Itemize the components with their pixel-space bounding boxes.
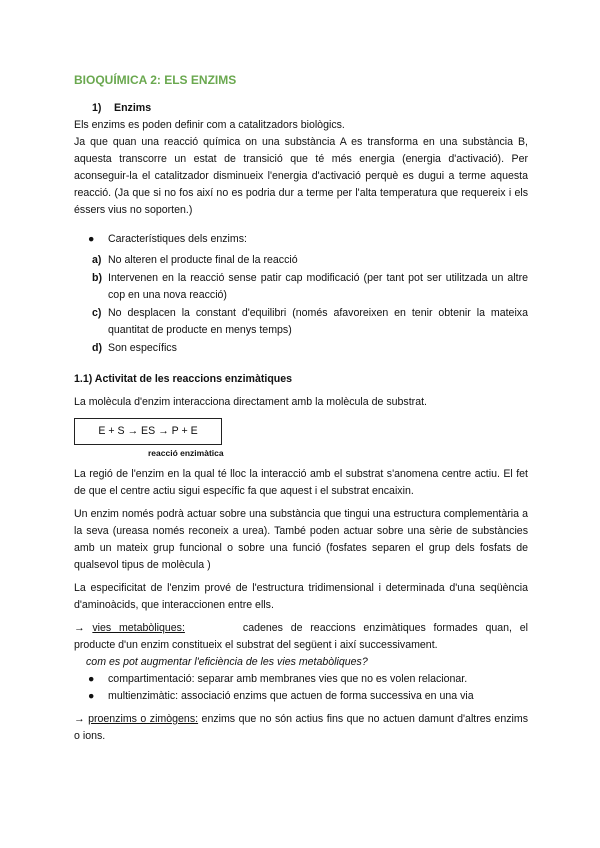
list-letter: d) xyxy=(92,342,102,354)
equation-caption: reacció enzimàtica xyxy=(148,448,224,458)
characteristics-items xyxy=(74,252,528,357)
list-letter: b) xyxy=(92,272,102,284)
section-number: 1) xyxy=(92,102,102,114)
list-item xyxy=(74,305,528,339)
list-item xyxy=(74,252,528,269)
list-item xyxy=(74,270,528,304)
intro-definition: Els enzims es poden definir com a catalitzadors biològics. xyxy=(74,119,345,131)
list-letter: c) xyxy=(92,307,102,319)
list-text: Intervenen en la reacció sense patir cap modificació (per tant pot ser utilitzada un altre cop en una nova reacció) xyxy=(108,272,528,301)
metabolic-paragraph xyxy=(74,620,528,654)
metabolic-term: vies metabòliques: xyxy=(92,622,185,634)
metabolic-list xyxy=(74,671,528,705)
bullet-icon: ● xyxy=(88,673,95,685)
specific-paragraph: Un enzim només podrà actuar sobre una substància que tingui una estructura complementària a la seva (ureasa només reconeix a urea). També poden actuar sobre una sèrie de substàncies amb un mateix grup funcional o sobre una funció (fosfates separen el grup dels fosfats de qualsevol tipus de molècula ) xyxy=(74,508,528,571)
section-heading-enzims xyxy=(92,100,528,117)
proenzyme-paragraph xyxy=(74,711,528,745)
molecule-text: La molècula d'enzim interacciona directament amb la molècula de substrat. xyxy=(74,396,427,408)
metabolic-definition: cadenes de reaccions enzimàtiques formades quan, el producte d'un enzim constitueix el substrat del següent i així successivament. xyxy=(74,622,528,651)
arrow-icon: → xyxy=(74,622,85,634)
list-text: No desplacen la constant d'equilibri (només afavoreixen en tenir obtenir la mateixa quantitat de producte en menys temps) xyxy=(108,307,528,336)
active-site-paragraph: La regió de l'enzim en la qual té lloc la interacció amb el substrat s'anomena centre actiu. El fet de que el centre actiu sigui específic fa que aquest i el substrat encaixin. xyxy=(74,468,528,497)
document-title: BIOQUÍMICA 2: ELS ENZIMS xyxy=(74,73,237,87)
specificity-paragraph: La especificitat de l'enzim prové de l'estructura tridimensional i determinada d'una seqüència d'aminoàcids, que interaccionen entre ells. xyxy=(74,582,528,611)
bullet-icon: ● xyxy=(88,690,95,702)
equation-box xyxy=(74,418,222,445)
list-text: multienzimàtic: associació enzims que actuen de forma successiva en una via xyxy=(108,690,474,702)
arrow-icon: → xyxy=(74,713,85,725)
list-item xyxy=(74,688,528,705)
intro-paragraph: Ja que quan una reacció química on una substància A es transforma en una substància B, aquesta transcorre un estat de transició que té més energia (energia d'activació). Per aconseguir-la el catalitzador disminueix l'energia d'activació perquè es dugui a terme aquesta reacció. (Ja que si no fos així no es podria dur a terme per l'alta temperatura que requereix i els éssers vius no soporten.) xyxy=(74,136,528,216)
list-item xyxy=(74,671,528,688)
list-letter: a) xyxy=(92,254,102,266)
list-item xyxy=(74,340,528,357)
characteristics-bullet-item xyxy=(74,231,528,248)
proenzyme-term: proenzims o zimògens: xyxy=(88,713,199,725)
document-page xyxy=(74,72,528,745)
list-text: No alteren el producte final de la reacció xyxy=(108,254,298,266)
bullet-icon: ● xyxy=(88,233,95,245)
section-label: Enzims xyxy=(114,102,152,114)
equation-text: E + S → ES → P + E xyxy=(98,425,198,437)
characteristics-list xyxy=(74,231,528,248)
list-text: Son específics xyxy=(108,342,177,354)
metabolic-question: com es pot augmentar l'eficiència de les vies metabòliques? xyxy=(86,656,368,668)
characteristics-label: Característiques dels enzims: xyxy=(108,233,247,245)
proenzyme-definition: enzims que no són actius fins que no actuen damunt d'altres enzims o ions. xyxy=(74,713,528,742)
list-text: compartimentació: separar amb membranes vies que no es volen relacionar. xyxy=(108,673,468,685)
section-heading-activitat: 1.1) Activitat de les reaccions enzimàtiques xyxy=(74,373,293,385)
